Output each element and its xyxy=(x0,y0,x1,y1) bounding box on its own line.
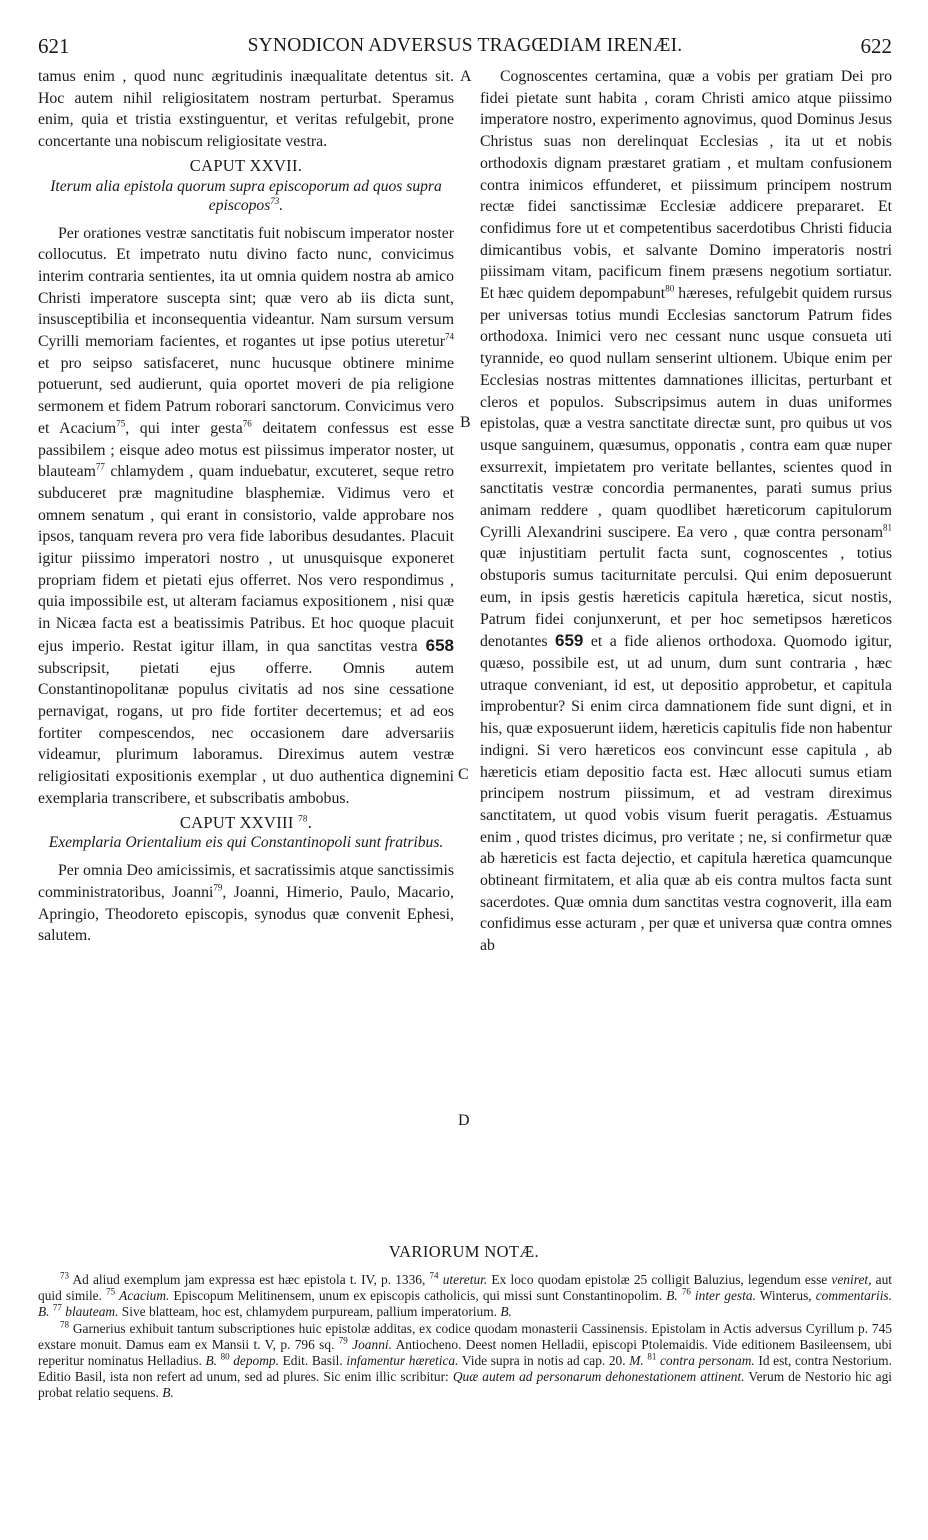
chapter-heading-28: CAPUT XXVIII $^{78}$. xyxy=(179,812,313,832)
note-ref: 80 xyxy=(665,283,675,294)
paragraph: Per orationes vestræ sanctitatis fuit nobiscum imperator noster collocutus. Et impetrato nutu divino facto nunc, convicimus interim contraria sentientes, ita ut omnia quidem nostra ab amico Christi imperatore suscepta sint; quæ vero ab iis dicta sunt, insusceptibilia et inconsequentia videantur. Nam sursum versum Cyrilli memoriam facientes, et rogantes ut ipse potius uteretur$^{74}$ et pro seipso satisfaceret, nunc hucusque obtinere minime potuerunt, sed audierunt, quia oportet moveri de pia religione sermonem et fidem Patrum roborari sanctorum. Convicimus vero et Acacium$^{75}$, qui inter gesta$^{76}$ deitatem confessus est esse passibilem ; eisque adeo motus est piissimus imperator noster, ut blauteam$^{77}$ chlamydem , quam induebatur, excuteret, seque retro subduceret præ magnitudine blasphemiæ. Vidimus vero et omnem senatum , qui erant in consistorio, valde approbare nos ipsos, tanquam revera pro vera fide laboribus desudantes. Placuit igitur piissimo imperatori nostro , ut unusquisque exponeret propriam fidem et pietati ejus offerret. Nos vero respondimus , quia impossibile est, ut alteram faciamus expositionem , nisi quæ in Nicæa facta est a beatissimis Patribus. Et hoc quoque placuit ejus imperio. Restat igitur illam, in qua sanctitas vestra 658 subscripsit, pietati ejus offerre. Omnis autem Constantinopolitanæ populus civitatis ad nos sine cessatione pernavigat, rogans, ut pro fide fortiter decertemus; et ad eos fortiter compescendos, nec occasionem dare adversariis videamur, plurimum laboramus. Direximus autem vestræ religiositati expositionis exemplar , ut duo authentica dignemini exemplaria transcribere, et subscribatis ambobus. xyxy=(38,224,454,807)
note-ref: 81 xyxy=(883,522,892,533)
chapter-heading-27: CAPUT XXVII. xyxy=(189,155,303,175)
note-ref: 73 xyxy=(270,195,280,206)
paragraph: tamus enim , quod nunc ægritudinis inæqualitate detentus sit. Hoc autem nihil religiositatem nostram perturbat. Speramus enim, quia et tristia exstinguentur, et veritas refulgebit, prone concertante una nobiscum religiositate vestra. xyxy=(38,68,454,151)
page-number-right: 622 xyxy=(860,34,892,58)
margin-letter-c: C xyxy=(458,766,469,783)
note-ref: 78 xyxy=(298,813,308,823)
column-number-658: 658 xyxy=(425,635,454,655)
right-column xyxy=(480,66,892,957)
notes-heading: VARIORUM NOTÆ. xyxy=(388,1242,540,1261)
running-header xyxy=(38,34,892,60)
paragraph: Per omnia Deo amicissimis, et sacratissimis atque sanctissimis comministratoribus, Joanni$^{79}$, Joanni, Himerio, Paulo, Macario, Apringio, Theodoreto episcopis, synodus quæ convenit Ephesi, salutem. xyxy=(38,862,454,945)
note-number: 77 xyxy=(52,1302,62,1313)
notes-paragraph: $^{78}$ Garnerius exhibuit tantum subscriptiones huic epistolæ additas, ex codice quodam monasterii Cassinensis. Epistolam in Actis adversus Cyrillum p. 745 exstare monuit. Damus eam ex Mansii t. V, p. 796 sq. $^{79}$ Joanni. Antiocheno. Deest nomen Helladii, episcopi Ptolemaidis. Vide editionem Basileensem, ubi reperitur nominatus Helladius. B. $^{80}$ depomp. Edit. Basil. infamentur hæretica. Vide supra in notis ad cap. 20. M. $^{81}$ contra personam. Id est, contra Nestorium. Editio Basil, ista non refert ad unum, sed ad plures. Sic enim illic scribitur: Quæ autem ad personarum dehonestationem attinent. Verum de Nestorio hic agi probat relatio sequens. B. xyxy=(38,1319,893,1401)
note-number: 74 xyxy=(429,1270,439,1281)
left-column xyxy=(38,66,454,947)
note-ref: 79 xyxy=(213,882,223,893)
margin-letter-a: A xyxy=(460,68,472,85)
note-number: 75 xyxy=(106,1286,116,1297)
note-number: 73 xyxy=(60,1270,69,1281)
note-number: 81 xyxy=(647,1351,657,1362)
note-number: 80 xyxy=(220,1351,230,1362)
margin-letter-d: D xyxy=(458,1112,470,1129)
margin-letter-b: B xyxy=(460,414,471,431)
page-number-left: 621 xyxy=(38,34,70,58)
note-ref: 77 xyxy=(95,461,105,472)
notes-paragraph: $^{73}$ Ad aliud exemplum jam expressa est hæc epistola t. IV, p. 1336, $^{74}$ uteretur. Ex loco quodam epistolæ 25 colligit Baluzius, legendum esse veniret, aut quid simile. $^{75}$ Acacium. Episcopum Melitinensem, unum ex episcopis catholicis, qui missi sunt Constantinopolim. B. $^{76}$ inter gesta. Winterus, commentariis. B. $^{77}$ blauteam. Sive blatteam, hoc est, chlamydem purpuream, pallium imperatorium. B. xyxy=(38,1270,892,1320)
note-number: 78 xyxy=(60,1319,69,1330)
note-number: 76 xyxy=(681,1286,691,1297)
note-ref: 74 xyxy=(445,331,454,342)
chapter-subtitle-27: Iterum alia epistola quorum supra episcoporum ad quos supra episcopos$^{73}$. xyxy=(50,177,442,214)
paragraph: Cognoscentes certamina, quæ a vobis per gratiam Dei pro fidei pietate sunt habita , coram Christi amico atque piissimo imperatore nostro, experimento agnovimus, quod Dominus Jesus Christus suas non derelinquat Ecclesias , ita ut et nobis orthodoxis dignam præstaret gratiam , et multam confusionem contra inimicos effunderet, et piissimum principem nostrum rectæ fidei sanctissimæ Ecclesiæ addicere prepararet. Et confidimus fore ut et competentibus sacerdotibus Christi fiducia dimicantibus vobis, et salvante Domino imperatoris nostri piissimam vitam, pacificum finem præsens negotium sortiatur. Et hæc quidem depompabunt$^{80}$ hæreses, refulgebit quidem rursus per universas totius mundi Ecclesias sanctorum Patrum fides orthodoxa. Inimici vero nec cessant nunc usque consueta uti tyrannide, eo quod nullam senserint ultionem. Ubique enim per Ecclesias nostras mittentes damnationes illicitas, perturbant et cleros et populos. Subscripsimus autem in duas uniformes epistolas, quæ a vestra sanctitate directæ sunt, pro quibus ut vos usque sanguinem, quæsumus, opponatis , contra eam quæ nuper exsurrexit, impietatem pro veritate bellantes, scientes quod in sanctitatis vestræ concordia permanentes, parati sumus prius animam reddere , quam quodlibet hæreticorum capitulorum Cyrilli Alexandrini suscipere. Ea vero , quæ contra personam$^{81}$ quæ injustitiam pertulit facta sunt, cognoscentes , totius obstuporis sumus taciturnitate perculsi. Qui enim deposuerunt eum, in ipsis gestis hæreticis capitula hæretica, sicut nostis, Patrum fidei conjunxerunt, et per hoc semetipsos hæreticos denotantes 659 et a fide alienos orthodoxa. Quomodo igitur, quæso, possibile est, ut ad unum, dum sunt contraria , hæc utraque conveniant, id est, ut depositio approbetur, et capitula improbentur? Si enim circa damnationem fide sunt digni, et in his, quæ exposuerunt iidem, hæreticis capitulis fide non habentur indigni. Si vero hæreticos eos convincunt esse capitula , ab hæreticis etiam depositio facta est. Hæc allocuti sumus etiam principem nostrum piissimum, et ad vestram direximus sanctitatem, ut quod vobis visum fuerit peragatis. Æstuamus enim , quod tristes dicimus, pro veritate ; ne, si confirmetur quæ ab hæreticis est facta dejectio, et capitula hæretica quamcunque obtineant firmitatem, et alia quæ ab eis contra multos facta sunt sacerdotes. Quæ omnia dum sanctitas vestra cognoverit, illa eam confidimus esse acturam , per quæ et universa quæ contra omnes ab xyxy=(480,68,892,955)
note-ref: 75 xyxy=(116,418,126,429)
note-number: 79 xyxy=(338,1335,348,1346)
running-title: SYNODICON ADVERSUS TRAGŒDIAM IRENÆI. xyxy=(247,35,683,56)
variorum-notes xyxy=(38,1272,892,1402)
note-ref: 76 xyxy=(242,418,252,429)
column-number-659: 659 xyxy=(555,631,584,651)
chapter-subtitle-28: Exemplaria Orientalium eis qui Constantinopoli sunt fratribus. xyxy=(48,834,444,852)
